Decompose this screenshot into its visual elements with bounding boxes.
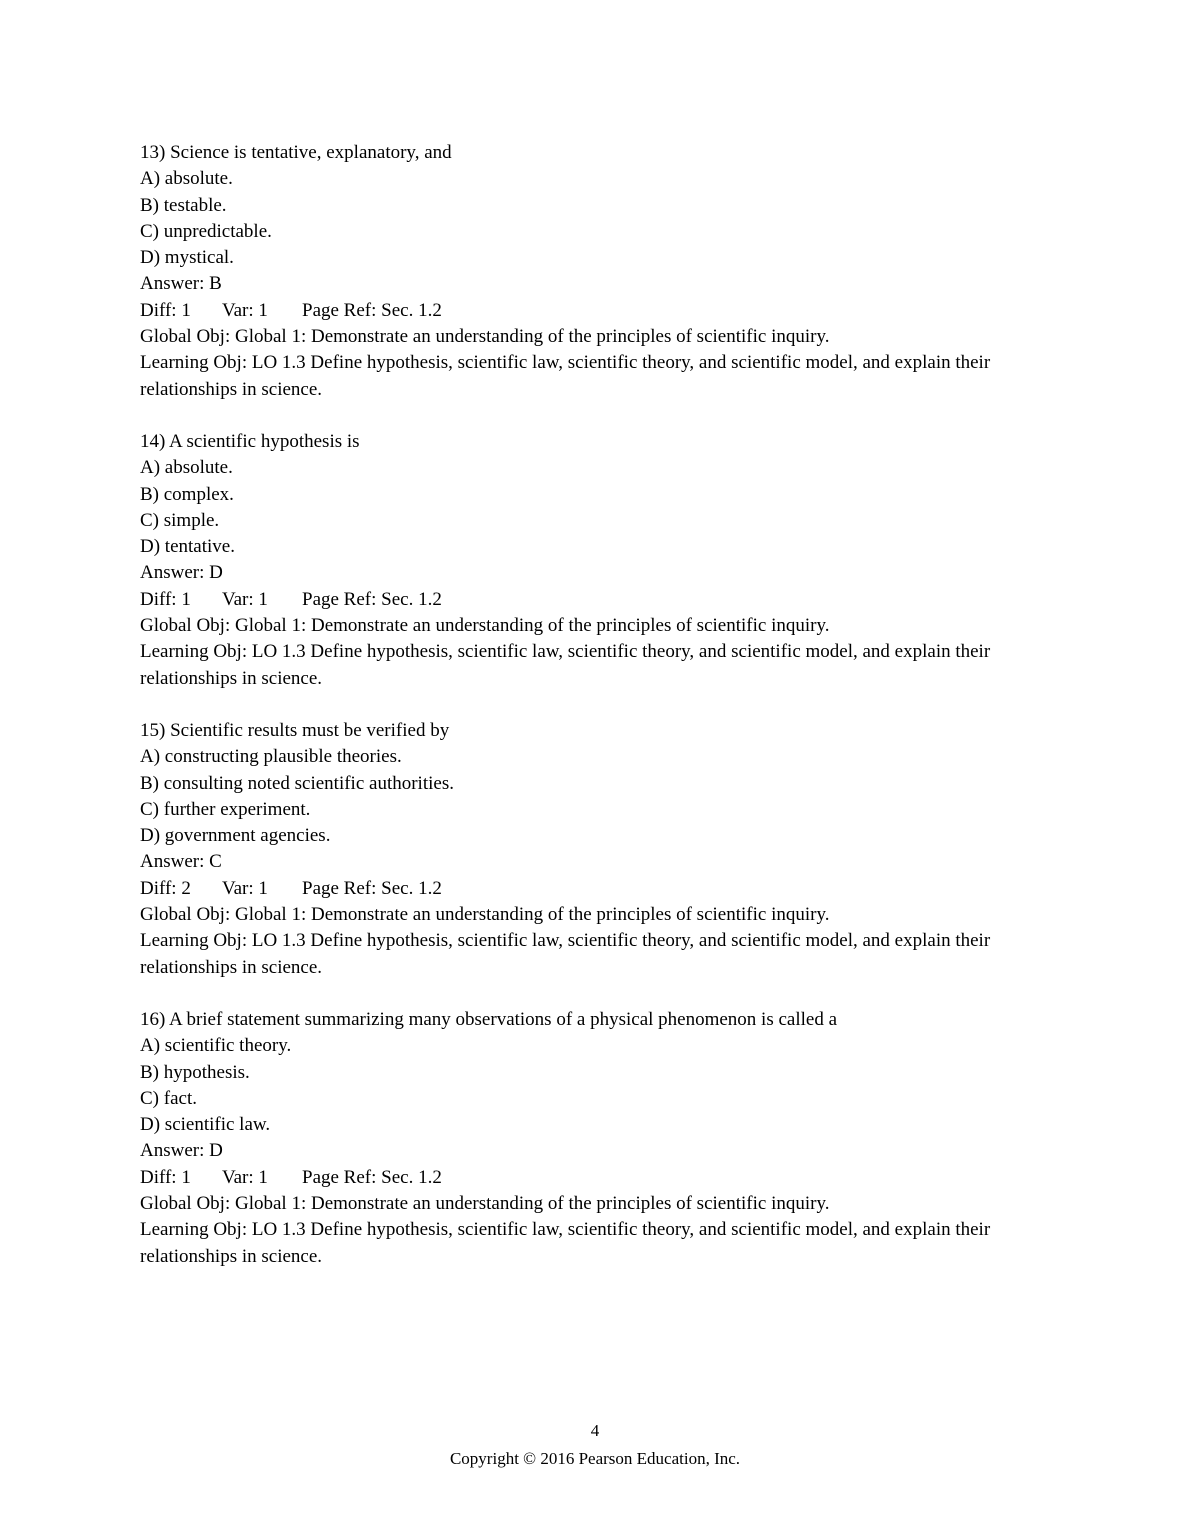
page-ref: Page Ref: Sec. 1.2 (302, 877, 442, 899)
question-15 (140, 718, 1020, 981)
difficulty: Diff: 1 (140, 299, 191, 321)
global-objective: Global Obj: Global 1: Demonstrate an understanding of the principles of scientific inquiry. (140, 326, 830, 348)
option-a: A) constructing plausible theories. (140, 746, 402, 768)
question-stem: 13) Science is tentative, explanatory, and (140, 142, 452, 163)
option-c: C) further experiment. (140, 798, 311, 820)
variant: Var: 1 (222, 588, 268, 610)
question-16 (140, 1007, 1020, 1270)
question-list (140, 140, 1020, 1296)
option-c: C) fact. (140, 1087, 197, 1109)
meta-row (140, 1165, 1020, 1191)
option-b: B) complex. (140, 483, 234, 505)
copyright-notice: Copyright © 2016 Pearson Education, Inc. (449, 1449, 741, 1468)
learning-objective: Learning Obj: LO 1.3 Define hypothesis, scientific law, scientific theory, and scientific model, and explain their relationships in science. (140, 641, 991, 689)
option-a: A) scientific theory. (140, 1035, 292, 1057)
variant: Var: 1 (222, 299, 268, 321)
learning-objective: Learning Obj: LO 1.3 Define hypothesis, scientific law, scientific theory, and scientific model, and explain their relationships in science. (140, 1219, 991, 1267)
meta-row (140, 587, 1020, 613)
question-stem: 16) A brief statement summarizing many observations of a physical phenomenon is called a (140, 1008, 838, 1030)
learning-objective: Learning Obj: LO 1.3 Define hypothesis, scientific law, scientific theory, and scientific model, and explain their relationships in science. (140, 352, 991, 400)
option-d: D) tentative. (140, 536, 235, 558)
question-stem: 14) A scientific hypothesis is (140, 430, 360, 452)
option-a: A) absolute. (140, 457, 233, 479)
answer: Answer: B (140, 273, 222, 295)
option-a: A) absolute. (140, 168, 233, 190)
difficulty: Diff: 1 (140, 588, 191, 610)
page-number: 4 (590, 1421, 600, 1440)
option-d: D) government agencies. (140, 825, 331, 847)
answer: Answer: D (140, 562, 223, 584)
meta-row (140, 298, 1020, 324)
option-b: B) consulting noted scientific authorities. (140, 772, 454, 794)
option-b: B) hypothesis. (140, 1061, 250, 1083)
option-d: D) scientific law. (140, 1114, 271, 1136)
difficulty: Diff: 1 (140, 1166, 191, 1188)
difficulty: Diff: 2 (140, 877, 191, 899)
answer: Answer: D (140, 1140, 223, 1162)
option-c: C) simple. (140, 509, 220, 531)
option-d: D) mystical. (140, 247, 234, 269)
option-b: B) testable. (140, 194, 227, 216)
global-objective: Global Obj: Global 1: Demonstrate an understanding of the principles of scientific inquiry. (140, 615, 830, 637)
page-ref: Page Ref: Sec. 1.2 (302, 1166, 442, 1188)
global-objective: Global Obj: Global 1: Demonstrate an understanding of the principles of scientific inquiry. (140, 1192, 830, 1214)
learning-objective: Learning Obj: LO 1.3 Define hypothesis, scientific law, scientific theory, and scientific model, and explain their relationships in science. (140, 930, 991, 978)
answer: Answer: C (140, 851, 222, 873)
option-c: C) unpredictable. (140, 220, 272, 242)
question-13 (140, 140, 1020, 403)
variant: Var: 1 (222, 1166, 268, 1188)
question-stem: 15) Scientific results must be verified by (140, 719, 450, 741)
global-objective: Global Obj: Global 1: Demonstrate an understanding of the principles of scientific inquiry. (140, 904, 830, 926)
meta-row (140, 876, 1020, 902)
page-ref: Page Ref: Sec. 1.2 (302, 588, 442, 610)
page-ref: Page Ref: Sec. 1.2 (302, 299, 442, 321)
question-14 (140, 429, 1020, 692)
variant: Var: 1 (222, 877, 268, 899)
